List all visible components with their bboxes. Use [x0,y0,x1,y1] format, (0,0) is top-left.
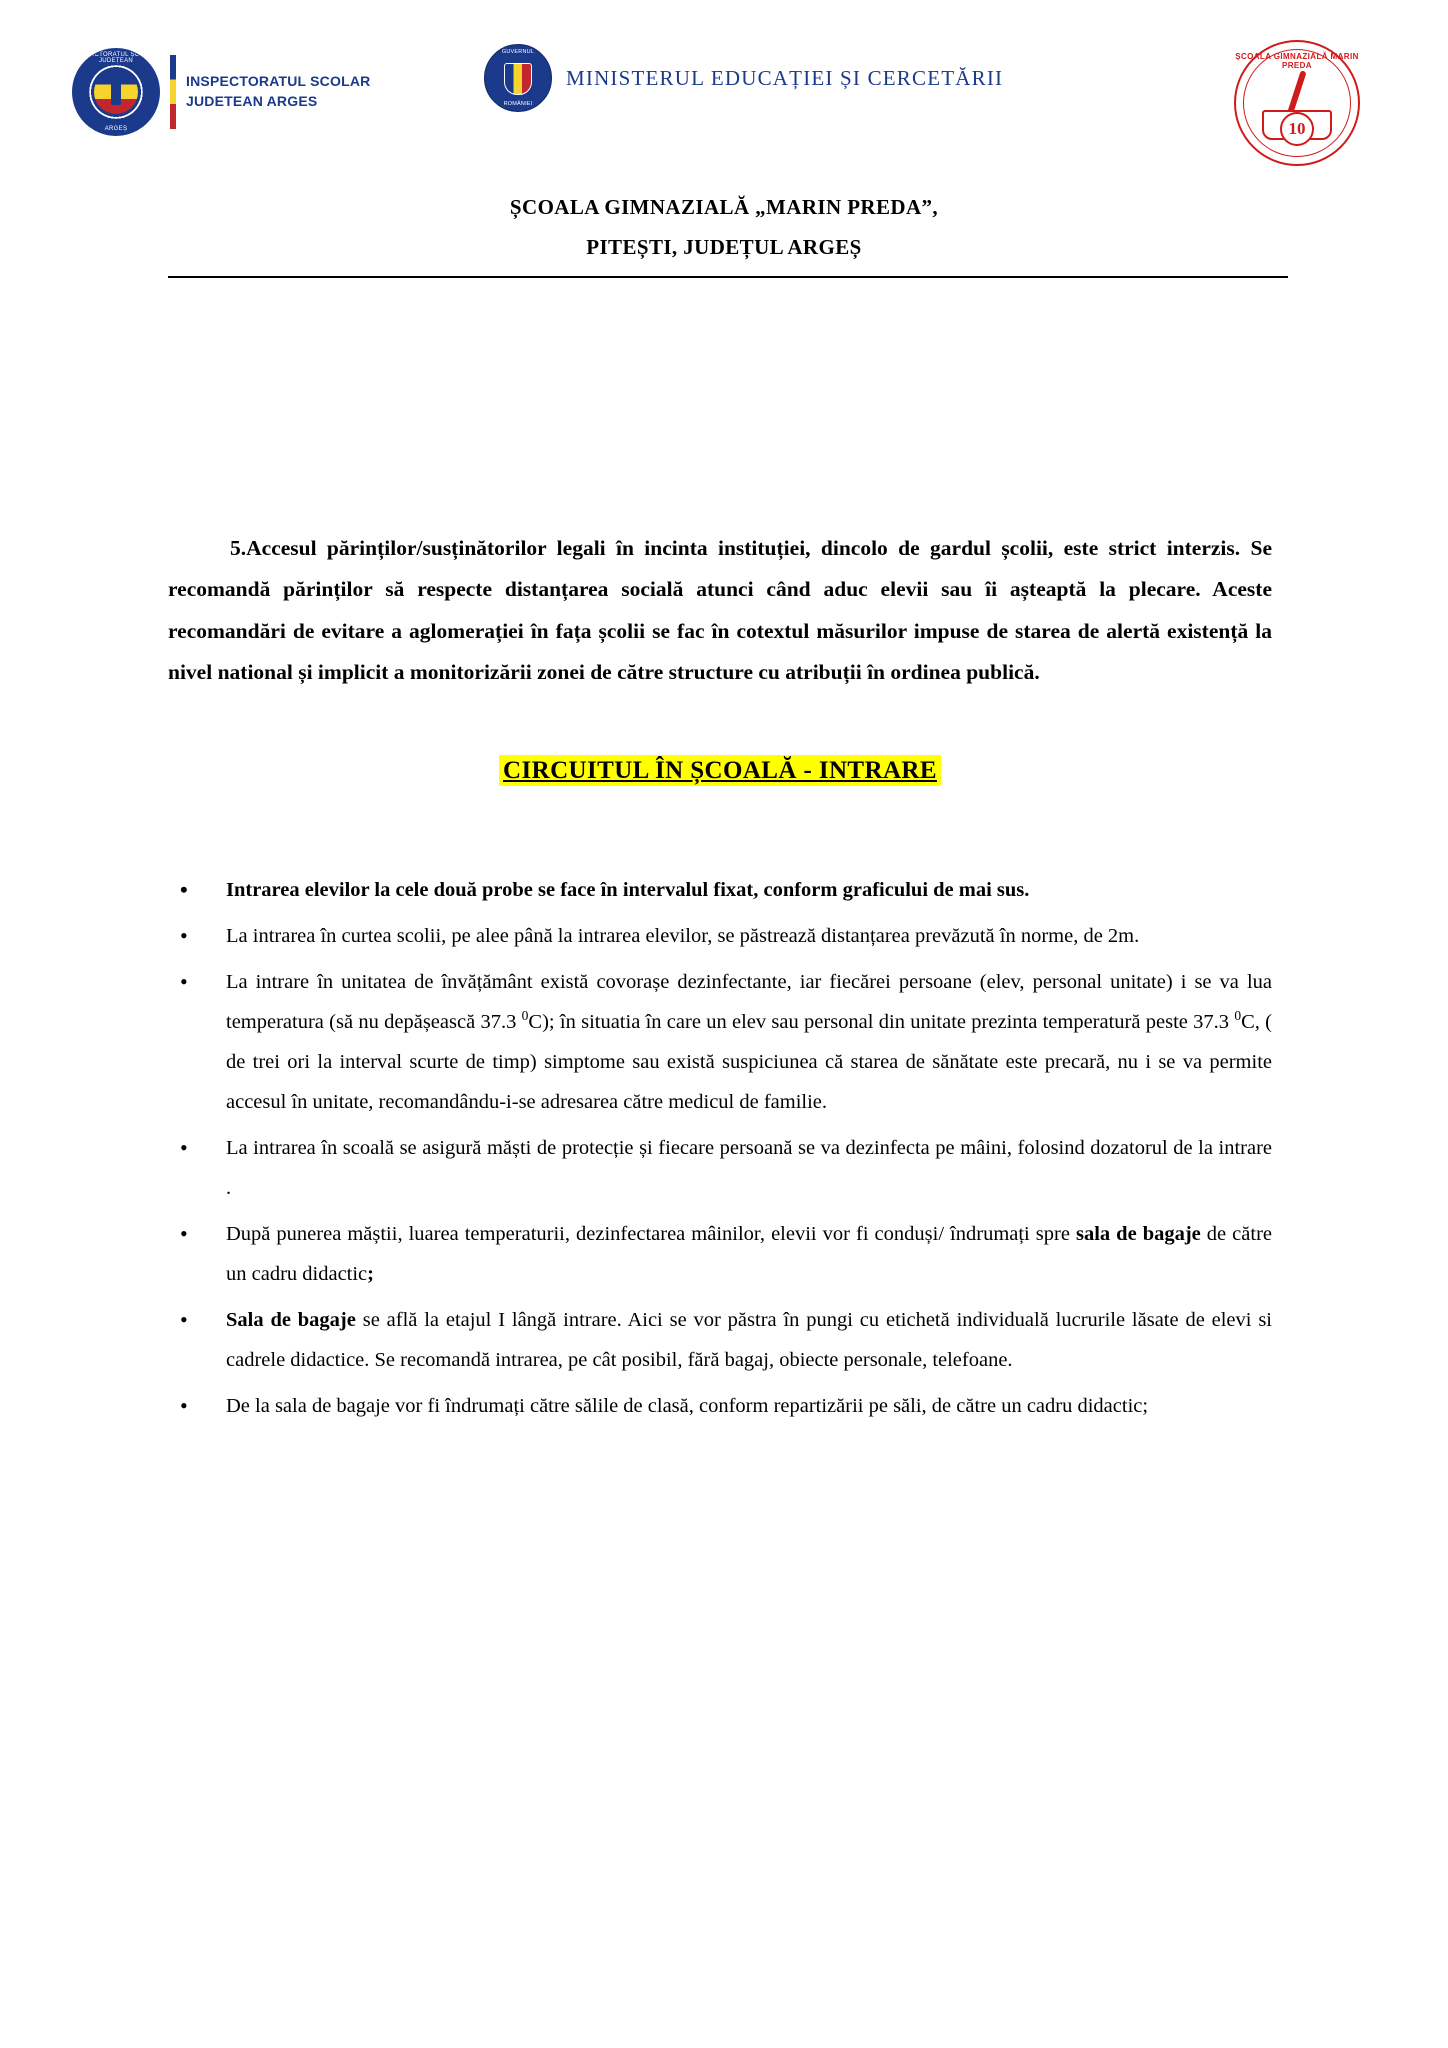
school-logo-arc-text [1234,40,1360,166]
school-title-line1: ȘCOALA GIMNAZIALĂ „MARIN PREDA”, [509,195,939,219]
school-logo [1234,40,1360,166]
school-title-line2: PITEȘTI, JUDEȚUL ARGEȘ [586,234,862,259]
isj-seal-text [73,49,159,135]
school-title-block [0,188,1448,268]
header-divider [168,276,1288,278]
document-body [0,210,1448,1493]
bullet-sala-de-bagaje: • Sala de bagaje se află la etajul I lângă intrare. Aici se vor păstra în pungi cu etichetă individuală lucrurile lăsate de elevi si cadrele didactice. Se recomandă intrarea, pe cât posibil, fără bagaj, obiecte personale, telefoane. [168,1301,1272,1381]
section-title-text: CIRCUITUL ÎN ȘCOALĂ - INTRARE [499,755,941,786]
bullet-list [168,871,1272,1427]
bullet-covorase-temperatura: • La intrare în unitatea de învățământ există covorașe dezinfectante, iar fiecărei persoane (elev, personal unitate) i se va lua temperatura (să nu depășească 37.3 $^0$C); în situatia în care un elev sau personal din unitate prezinta temperatură peste 37.3 $^0$C, ( de trei ori la interval scurte de timp) simptome sau există suspiciunea că starea de sănătate este precară, nu i se va permite accesul în unitate, recomandându-i-se adresarea către medicul de familie. [168,963,1272,1123]
bullet-masti-dezinfectare: • La intrarea în scoală se asigură măști de protecție și fiecare persoană se va dezinfecta pe mâini, folosind dozatorul de la intrare . [168,1129,1272,1209]
document-header [0,0,1448,259]
crest-text [485,45,551,111]
bullet-conducere-sala-bagaje: • După punerea măștii, luarea temperaturii, dezinfectarea mâinilor, elevii vor fi conduși/ îndrumați spre sala de bagaje de către un cadru didactic; [168,1215,1272,1295]
school-logo-arc-label: ȘCOALA GIMNAZIALĂ MARIN PREDA [1235,52,1359,70]
ministry-logo [484,44,1003,112]
isj-label-line1: INSPECTORATUL SCOLAR [186,73,371,90]
crest-bottom-text: ROMÂNIEI [503,101,533,107]
crest-top-text: GUVERNUL [501,49,535,55]
section-title [168,757,1272,785]
isj-seal-bottom-text: ARGEȘ [104,126,128,132]
isj-seal-icon [72,48,160,136]
isj-label-line2: JUDETEAN ARGES [186,93,318,109]
isj-label [186,72,370,111]
government-crest-icon [484,44,552,112]
isj-seal-top-text: INSPECTORATUL ȘCOLAR JUDEȚEAN [75,52,157,64]
bullet-repartizare-sali: • De la sala de bagaje vor fi îndrumați către sălile de clasă, conform repartizării pe săli, de către un cadru didactic; [168,1387,1272,1427]
paragraph-5: 5.Accesul părinților/susținătorilor legali în incinta instituției, dincolo de gardul școlii, este strict interzis. Se recomandă părinților să respecte distanțarea socială atunci când aduc elevii sau îi așteaptă la plecare. Aceste recomandări de evitare a aglomerației în fața școlii se fac în cotextul măsurilor impuse de starea de alertă existență la nivel national și implicit a monitorizării zonei de către structure cu atribuții în ordinea publică. [168,536,1272,684]
ministry-title: MINISTERUL EDUCAȚIEI ȘI CERCETĂRII [566,65,1004,90]
school-logo-badge: 10 [1280,112,1314,146]
bullet-curte-distantare: • La intrarea în curtea scolii, pe alee până la intrarea elevilor, se păstrează distanțarea prevăzută în norme, de 2m. [168,917,1272,957]
tricolor-bar [170,55,176,129]
bullet-intrare-elevi: • Intrarea elevilor la cele două probe se face în intervalul fixat, conform graficului de mai sus. [168,871,1272,911]
isj-arges-logo [72,48,370,136]
